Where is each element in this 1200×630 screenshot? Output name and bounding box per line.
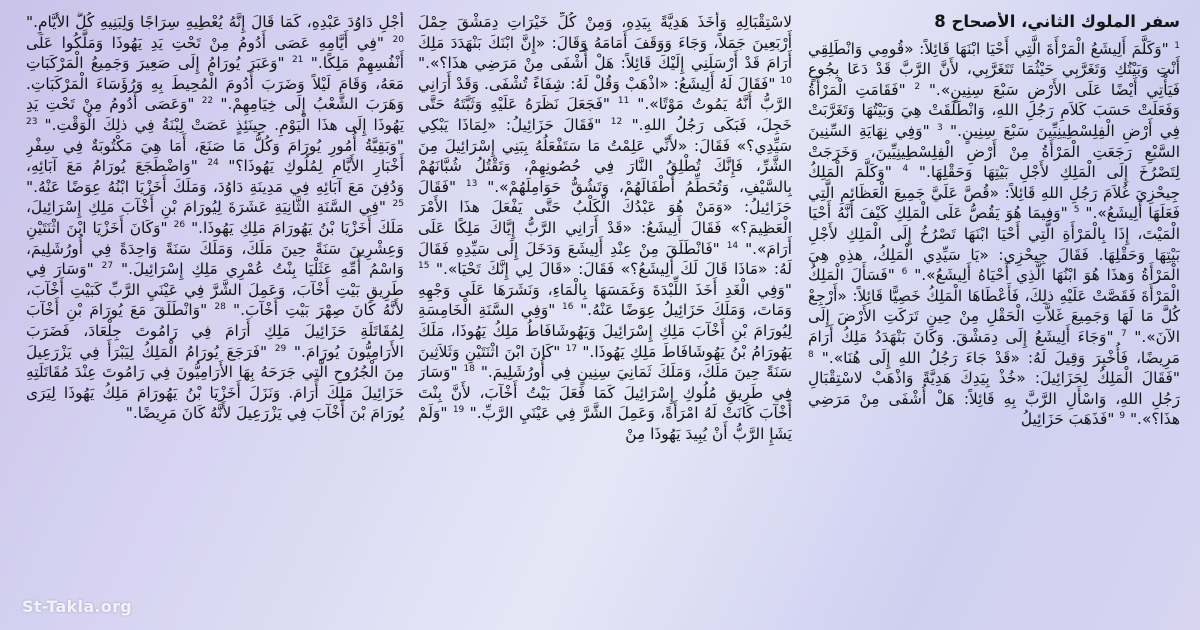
verse-text: "وَكَانَ أَخَزْيَا ابْنَ اثْنَتَيْنِ وَعِشْرِينَ سَنَةً حِينَ مَلَكَ، وَمَلَكَ سَنَةً وَاحِدَةً فِي أُورُشَلِيمَ، وَاسْمُ أُمِّهِ عَثَلْيَا بِنْتُ عُمْرِي مَلِكِ إِسْرَائِيلَ." (26, 218, 404, 279)
verse-number: 16 (562, 302, 574, 313)
verse-text: "وَبَقِيَّةُ أُمُورِ يُورَامَ وَكُلُّ مَا صَنَعَ، أَمَا هِيَ مَكْتُوبَةٌ فِي سِفْرِ أَخْبَارِ الأَيَّامِ لِمُلُوكِ يَهُوذَا؟" (26, 136, 404, 176)
verse-number: 7 (1121, 328, 1127, 339)
verse-text: "وَعَبَرَ يُورَامُ إِلَى صَعِيرَ وَجَمِيعُ الْمَرْكَبَاتِ مَعَهُ، وَقَامَ لَيْلاً وَضَرَبَ أَدُومَ الْمُحِيطَ بِهِ وَرُؤَسَاءَ الْمَرْكَبَاتِ. وَهَرَبَ الشَّعْبُ إِلَى خِيَامِهِمْ." (26, 54, 404, 114)
verse-number: 18 (463, 363, 475, 374)
verse-number: 10 (780, 75, 792, 86)
verse-text: "فَقَالَ حَزَائِيلُ: «لِمَاذَا يَبْكِي سَيِّدِي؟» فَقَالَ: «لأَنِّي عَلِمْتُ مَا سَتَفْعَلُهُ بِبَنِي إِسْرَائِيلَ مِنَ الشَّرِّ، فَإِنَّكَ تُطْلِقُ النَّارَ فِي حُصُونِهِمْ، وَتَقْتُلُ شُبَّانَهُمْ بِالسَّيْفِ، وَتُحَطِّمُ أَطْفَالَهُمْ، وَتَشُقُّ حَوَامِلَهُمْ»." (418, 115, 792, 196)
verse-number: 19 (452, 405, 465, 416)
verse-number: 17 (565, 343, 578, 354)
verse-text: "فَسَأَلَ الْمَلِكُ الْمَرْأَةَ فَقَصَّتْ عَلَيْهِ ذلِكَ، فَأَعْطَاهَا الْمَلِكُ خَصِيًّا قَائِلاً: «أَرْجِعْ كُلَّ مَا لَهَا وَجَمِيعَ غَلاَّتِ الْحَقْلِ مِنْ حِينِ تَرَكَتِ الأَرْضَ إِلَى الآنَ»." (808, 266, 1180, 346)
verse-text: "فِي السَّنَةِ الثَّانِيَةِ عَشَرَةَ لِيُورَامَ بْنِ أَخْآبَ مَلِكِ إِسْرَائِيلَ، مَلَكَ أَخَزْيَا بْنُ يَهُورَامَ مَلِكِ يَهُوذَا." (26, 198, 404, 237)
column-middle (418, 12, 792, 612)
verse-number: 20 (392, 34, 404, 45)
verse-number: 21 (291, 55, 304, 66)
verse-number: 14 (726, 240, 739, 251)
column-left (26, 12, 404, 612)
chapter-title: سفر الملوك الثاني، الأصحاح 8 (934, 12, 1180, 31)
verse-text: "فَقَالَ لَهُ أَلِيشَعُ: «اذْهَبْ وَقُلْ لَهُ: شِفَاءً تُشْفَى. وَقَدْ أَرَانِي الرَّبُّ أَنَّهُ يَمُوتُ مَوْتًا»." (418, 74, 792, 114)
verse-number: 4 (902, 164, 909, 175)
verse-text: "وَفِي الْغَدِ أَخَذَ اللِّبْدَةَ وَغَمَسَهَا بِالْمَاءِ، وَنَشَرَهَا عَلَى وَجْهِهِ وَمَاتَ، وَمَلَكَ حَزَائِيلُ عِوَضًا عَنْهُ." (418, 280, 792, 320)
verse-number: 29 (274, 343, 287, 354)
verse-text: "فَقَامَتِ الْمَرْأَةُ وَفَعَلَتْ حَسَبَ كَلاَمِ رَجُلِ اللهِ، وَانْطَلَقَتْ هِيَ وَبَيْتُهَا وَتَغَرَّبَتْ فِي أَرْضِ الْفِلِسْطِينِيِّينَ سَبْعَ سِنِينٍ." (808, 80, 1180, 140)
verse-number: 28 (214, 302, 226, 313)
verse-number: 26 (173, 219, 186, 230)
verse-text: "وَاضْطَجَعَ يُورَامُ مَعَ آبَائِهِ، وَدُفِنَ مَعَ آبَائِهِ فِي مَدِينَةِ دَاوُدَ، وَمَلَكَ أَخَزْيَا ابْنُهُ عِوَضًا عَنْهُ." (26, 157, 404, 196)
verse-number: 15 (418, 261, 430, 271)
verse-text: "فَجَعَلَ نَظَرَهُ عَلَيْهِ وَثَبَّتَهُ حَتَّى خَجِلَ، فَبَكَى رَجُلُ اللهِ." (418, 95, 792, 134)
verse-text: "وَلَمْ يَشَإِ الرَّبُّ أَنْ يُبِيدَ يَهُوذَا مِنْ (418, 404, 792, 443)
verse-text: أَجْلِ دَاوُدَ عَبْدِهِ، كَمَا قَالَ إِنَّهُ يُعْطِيهِ سِرَاجًا وَلِبَنِيهِ كُلَّ الأَيَّامِ." (26, 13, 404, 31)
verse-text: "فِي أَيَّامِهِ عَصَى أَدُومُ مِنْ تَحْتِ يَدِ يَهُوذَا وَمَلَّكُوا عَلَى أَنْفُسِهِمْ مَلِكًا." (26, 33, 404, 73)
verse-number: 24 (207, 158, 219, 169)
verse-number: 9 (1119, 411, 1126, 422)
verse-number: 11 (617, 96, 630, 107)
verse-number: 22 (201, 96, 214, 107)
verse-number: 1 (1174, 40, 1180, 51)
verse-text: "وَفِي السَّنَةِ الْخَامِسَةِ لِيُورَامَ بْنِ أَخْآبَ مَلِكِ إِسْرَائِيلَ وَيَهُوشَافَاطُ مَلِكُ يَهُوذَا، مَلَكَ يَهُورَامُ بْنُ يَهُوشَافَاطَ مَلِكِ يَهُوذَا." (418, 301, 792, 361)
site-watermark: St-Takla.org (22, 597, 133, 616)
verse-text: "وَانْطَلَقَ مَعَ يُورَامَ بْنِ أَخْآبَ لِمُقَاتَلَةِ حَزَائِيلَ مَلِكِ أَرَامَ فِي رَامُوتَ جِلْعَادَ، فَضَرَبَ الأَرَامِيُّونَ يُورَامَ." (26, 301, 404, 361)
verse-number: 23 (26, 116, 38, 127)
verse-number: 3 (936, 122, 943, 133)
verse-text: "وَعَصَى أَدُومُ مِنْ تَحْتِ يَدِ يَهُوذَا إِلَى هذَا الْيَوْمِ. حِينَئِذٍ عَصَتْ لِبْنَةُ فِي ذلِكَ الْوَقْتِ." (26, 95, 404, 134)
verse-text: "وَسَارَ فِي طَرِيقِ بَيْتِ أَخْآبَ، وَعَمِلَ الشَّرَّ فِي عَيْنَيِ الرَّبِّ كَبَيْتِ أَخْآبَ، لأَنَّهُ كَانَ صِهْرَ بَيْتِ أَخْآبَ." (26, 260, 404, 320)
verse-text: "وَكَلَّمَ أَلِيشَعُ الْمَرْأَةَ الَّتِي أَحْيَا ابْنَهَا قَائِلاً: «قُومِي وَانْطَلِقِي أَنْتِ وَبَيْتُكِ وَتَغَرَّبِي حَيْثُمَا تَتَغَرَّبِي، لأَنَّ الرَّبَّ قَدْ دَعَا بِجُوعٍ فَيَأْتِي أَيْضًا عَلَى الأَرْضِ سَبْعَ سِنِينٍ»." (808, 39, 1180, 99)
verse-text: "وَسَارَ فِي طَرِيقِ مُلُوكِ إِسْرَائِيلَ كَمَا فَعَلَ بَيْتُ أَخْآبَ، لأَنَّ بِنْتَ أَخْآبَ كَانَتْ لَهُ امْرَأَةً، وَعَمِلَ الشَّرَّ فِي عَيْنَيِ الرَّبِّ." (418, 363, 792, 423)
verse-text: "وَفِي نِهَايَةِ السِّنِينَ السَّبْعِ رَجَعَتِ الْمَرْأَةُ مِنْ أَرْضِ الْفِلِسْطِينِيِّينَ، وَخَرَجَتْ لِتَصْرُخَ إِلَى الْمَلِكِ لأَجْلِ بَيْتِهَا وَحَقْلِهَا." (808, 121, 1180, 182)
verse-text: "وَفِيمَا هُوَ يَقُصُّ عَلَى الْمَلِكِ كَيْفَ أَنَّهُ أَحْيَا الْمَيْتَ، إِذَا بِالْمَرْأَةِ الَّتِي أَحْيَا ابْنَهَا تَصْرُخُ إِلَى الْمَلِكِ لأَجْلِ بَيْتِهَا وَحَقْلِهَا. فَقَالَ جِيحْزِي: «يَا سَيِّدِي الْمَلِكُ، هذِهِ هِيَ الْمَرْأَةُ وَهذَا هُوَ ابْنُهَا الَّذِي أَحْيَاهُ أَلِيشَعُ»." (808, 204, 1180, 285)
column-right (808, 12, 1180, 612)
verse-number: 8 (808, 349, 814, 360)
verse-number: 12 (610, 116, 623, 127)
verse-number: 13 (465, 178, 478, 189)
verse-number: 5 (1073, 205, 1080, 216)
verse-text: "فَرَجَعَ يُورَامُ الْمَلِكُ لِيَبْرَأَ فِي يَزْرَعِيلَ مِنَ الْجُرُوحِ الَّتِي جَرَحَهُ بِهَا الأَرَامِيُّونَ فِي رَامُوتَ عِنْدَ مُقَاتَلَتِهِ حَزَائِيلَ مَلِكَ أَرَامَ. وَنَزَلَ أَخَزْيَا بْنُ يَهُورَامَ مَلِكُ يَهُوذَا لِيَرَى يُورَامَ بْنَ أَخْآبَ فِي يَزْرَعِيلَ لأَنَّهُ كَانَ مَرِيضًا." (26, 342, 404, 423)
verse-number: 2 (914, 81, 921, 92)
column-text (418, 12, 792, 444)
verse-number: 25 (392, 199, 404, 210)
verse-text: "فَقَالَ الْمَلِكُ لِحَزَائِيلَ: «خُذْ بِيَدِكَ هَدِيَّةً وَاذْهَبْ لاسْتِقْبَالِ رَجُلِ اللهِ، وَاسْأَلِ الرَّبَّ بِهِ قَائِلاً: هَلْ أُشْفَى مِنْ مَرَضِي هذَا؟»." (808, 369, 1180, 429)
column-text (808, 39, 1180, 430)
verse-number: 6 (901, 267, 908, 277)
verse-text: "وَجَاءَ أَلِيشَعُ إِلَى دِمَشْقَ. وَكَانَ بَنْهَدَدُ مَلِكُ أَرَامَ مَرِيضًا، فَأُخْبِرَ وَقِيلَ لَهُ: «قَدْ جَاءَ رَجُلُ اللهِ إِلَى هُنَا»." (808, 327, 1180, 367)
verse-text: "فَقَالَ حَزَائِيلُ: «وَمَنْ هُوَ عَبْدُكَ الْكَلْبُ حَتَّى يَفْعَلَ هذَا الأَمْرَ الْعَظِيمَ؟» فَقَالَ أَلِيشَعُ: «قَدْ أَرَانِي الرَّبُّ إِيَّاكَ مَلِكًا عَلَى أَرَامَ»." (418, 177, 792, 258)
verse-text: "كَانَ ابْنَ اثْنَتَيْنِ وَثَلاَثِينَ سَنَةً حِينَ مَلَكَ، وَمَلَكَ ثَمَانِيَ سِنِينٍ فِي أُورُشَلِيمَ." (418, 342, 792, 382)
verse-text: "وَكَلَّمَ الْمَلِكُ جِيحْزِيَ غُلاَمَ رَجُلِ اللهِ قَائِلاً: «قُصَّ عَلَيَّ جَمِيعَ الْعَظَائِمِ الَّتِي فَعَلَهَا أَلِيشَعُ»." (808, 163, 1180, 223)
column-text (26, 12, 404, 424)
verse-text: "فَانْطَلَقَ مِنْ عِنْدِ أَلِيشَعَ وَدَخَلَ إِلَى سَيِّدِهِ فَقَالَ لَهُ: «مَاذَا قَالَ لَكَ أَلِيشَعُ؟» فَقَالَ: «قَالَ لِي إِنَّكَ تَحْيَا»." (418, 239, 792, 279)
verse-text: "فَذَهَبَ حَزَائِيلُ (1020, 410, 1115, 429)
verse-text: لاسْتِقْبَالِهِ وَأَخَذَ هَدِيَّةً بِيَدِهِ، وَمِنْ كُلِّ خَيْرَاتِ دِمَشْقَ حِمْلَ أَرْبَعِينَ جَمَلاً، وَجَاءَ وَوَقَفَ أَمَامَهُ وَقَالَ: «إِنَّ ابْنَكَ بَنْهَدَدَ مَلِكَ أَرَامَ قَدْ أَرْسَلَنِي إِلَيْكَ قَائِلاً: هَلْ أُشْفَى مِنْ مَرَضِي هذَا؟»." (418, 13, 792, 73)
verse-number: 27 (101, 261, 114, 271)
